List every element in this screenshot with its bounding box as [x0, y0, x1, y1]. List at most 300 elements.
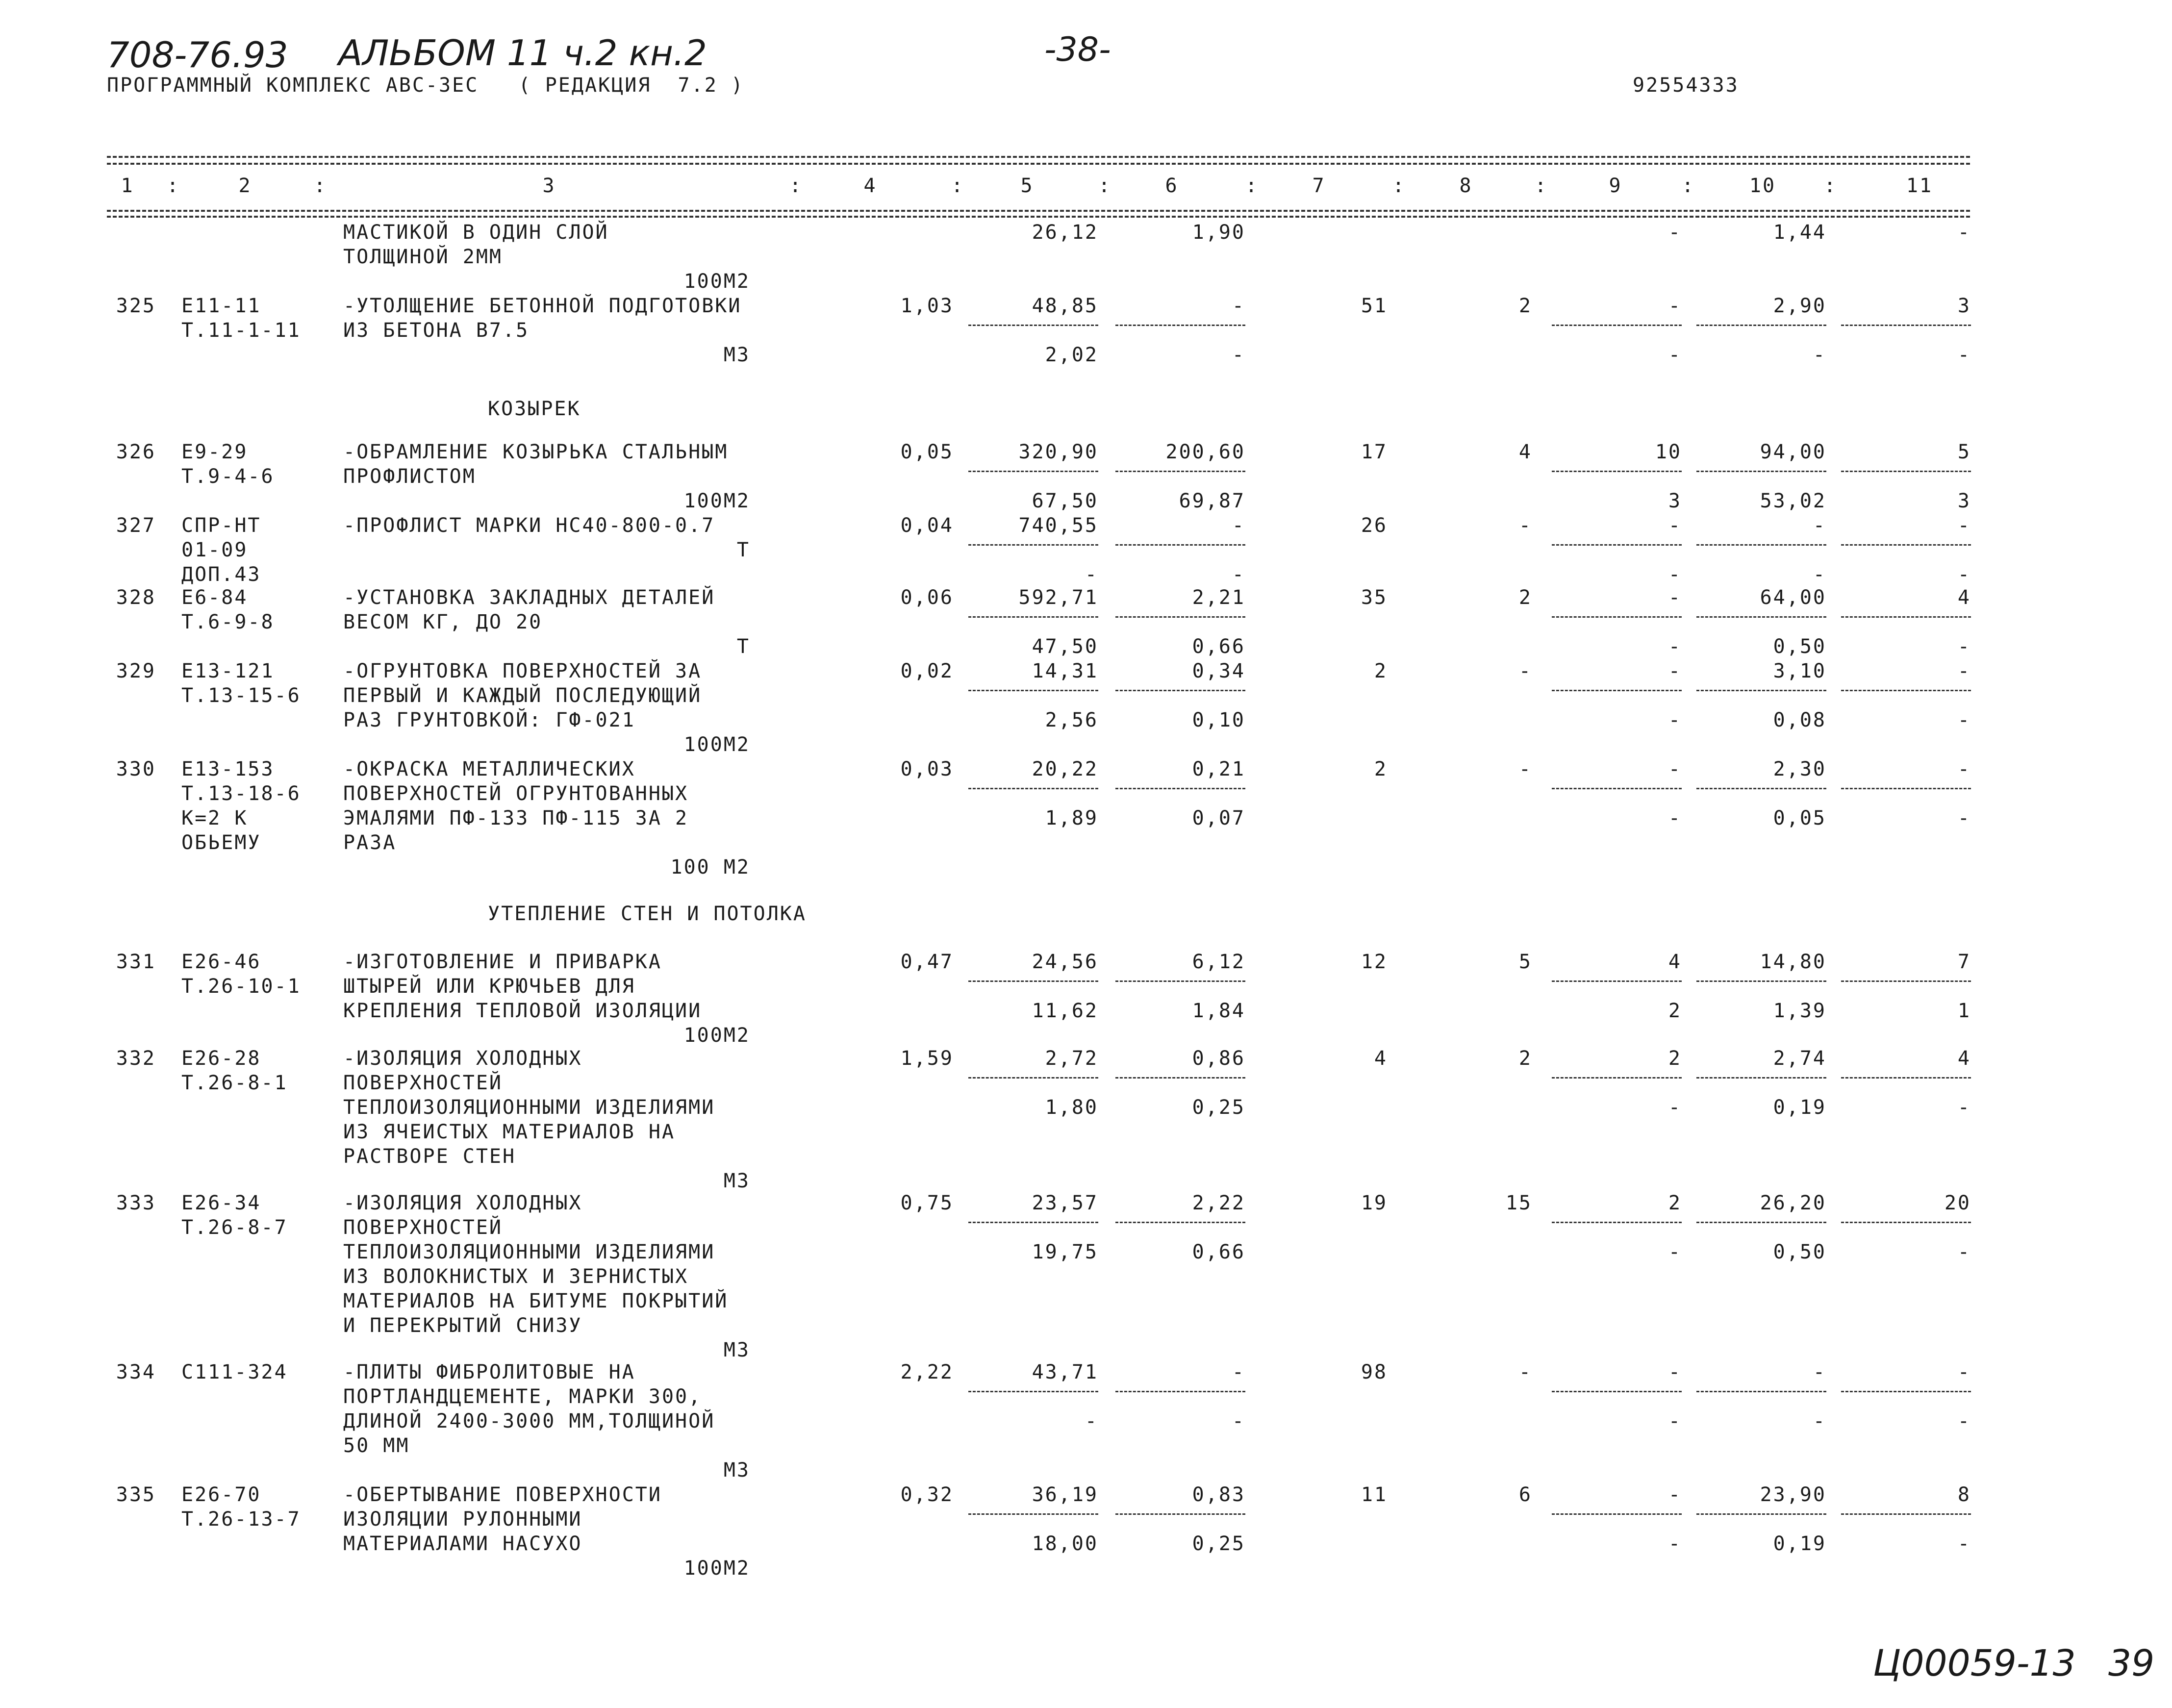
cell-c7: 51 [1361, 295, 1388, 317]
cell-b10: 0,50 [1773, 1241, 1826, 1263]
cell-c7: 19 [1361, 1192, 1388, 1214]
cell-c11: 5 [1957, 441, 1971, 463]
work-description: ПОВЕРХНОСТЕЙ [343, 1072, 503, 1094]
norm-code: Т.9-4-6 [181, 465, 275, 488]
column-separator: : [1098, 175, 1112, 197]
norm-code: Е26-70 [181, 1483, 261, 1506]
cell-b5: - [1085, 563, 1098, 586]
cell-c5: 24,56 [1032, 951, 1098, 973]
cell-b9: - [1668, 1096, 1682, 1119]
work-description: ПРОФЛИСТОМ [343, 465, 476, 488]
work-description: РАСТВОРЕ СТЕН [343, 1145, 516, 1168]
cell-c8: 6 [1518, 1483, 1532, 1506]
cell-b5: 2,56 [1045, 709, 1098, 731]
unit-of-measure: М3 [723, 1170, 750, 1192]
row-number: 330 [116, 758, 156, 780]
sub-rule [1841, 980, 1971, 982]
cell-c5: 2,72 [1045, 1047, 1098, 1070]
norm-code: Е26-34 [181, 1192, 261, 1214]
row-number: 332 [116, 1047, 156, 1070]
cell-b10: 1,39 [1773, 1000, 1826, 1022]
cell-c7: 98 [1361, 1361, 1388, 1383]
cell-c5: 14,31 [1032, 660, 1098, 682]
sub-rule [1696, 690, 1826, 691]
sub-rule [1696, 980, 1826, 982]
norm-code: 01-09 [181, 539, 248, 561]
cell-b9: - [1668, 1410, 1682, 1432]
page-number: -38- [1044, 30, 1111, 69]
work-description: ИЗ БЕТОНА В7.5 [343, 319, 530, 342]
work-description: -ИЗОЛЯЦИЯ ХОЛОДНЫХ [343, 1047, 582, 1070]
work-description: -ОКРАСКА МЕТАЛЛИЧЕСКИХ [343, 758, 635, 780]
cell-b5: 1,89 [1045, 807, 1098, 829]
row-number: 326 [116, 441, 156, 463]
column-header: 6 [1165, 175, 1179, 197]
work-description: -ПЛИТЫ ФИБРОЛИТОВЫЕ НА [343, 1361, 635, 1383]
work-description: МАТЕРИАЛОВ НА БИТУМЕ ПОКРЫТИЙ [343, 1290, 729, 1312]
cell-b5: - [1085, 1410, 1098, 1432]
sub-rule [1841, 471, 1971, 472]
cell-c8: 15 [1505, 1192, 1532, 1214]
cell-b11: 3 [1957, 490, 1971, 512]
cell-c6: - [1232, 1361, 1245, 1383]
work-description: ШТЫРЕЙ ИЛИ КРЮЧЬЕВ ДЛЯ [343, 975, 635, 998]
cell-b10: 0,50 [1773, 635, 1826, 658]
row-number: 331 [116, 951, 156, 973]
norm-code: Т.13-15-6 [181, 684, 301, 707]
cell-c8: 2 [1518, 295, 1532, 317]
column-separator: : [1392, 175, 1406, 197]
cell-c5: 43,71 [1032, 1361, 1098, 1383]
cell-c10: 2,74 [1773, 1047, 1826, 1070]
cell-b9: 3 [1668, 490, 1682, 512]
cell-c6: 2,21 [1192, 586, 1245, 609]
cell-c11: - [1957, 660, 1971, 682]
cell-c9: 2 [1668, 1192, 1682, 1214]
cell-c6: 2,22 [1192, 1192, 1245, 1214]
column-separator: : [789, 175, 803, 197]
cell-c10: 1,44 [1773, 221, 1826, 244]
column-separator: : [951, 175, 965, 197]
cell-b9: - [1668, 344, 1682, 366]
row-number: 333 [116, 1192, 156, 1214]
sub-rule [1841, 1077, 1971, 1079]
cell-c9: - [1668, 514, 1682, 537]
cell-c6: 1,90 [1192, 221, 1245, 244]
cell-b10: - [1813, 344, 1826, 366]
sub-rule [968, 1222, 1098, 1223]
work-description: -ОБЕРТЫВАНИЕ ПОВЕРХНОСТИ [343, 1483, 662, 1506]
cell-b6: - [1232, 344, 1245, 366]
cell-b11: - [1957, 1096, 1971, 1119]
cell-b9: - [1668, 1241, 1682, 1263]
cell-c7: 17 [1361, 441, 1388, 463]
sub-rule [968, 690, 1098, 691]
cell-c9: - [1668, 1483, 1682, 1506]
work-description: ТОЛЩИНОЙ 2ММ [343, 246, 503, 268]
sub-rule [1841, 788, 1971, 789]
column-separator: : [1682, 175, 1695, 197]
work-description: -ИЗОЛЯЦИЯ ХОЛОДНЫХ [343, 1192, 582, 1214]
cell-c11: - [1957, 221, 1971, 244]
unit-of-measure: 100М2 [683, 733, 750, 756]
cell-b10: - [1813, 1410, 1826, 1432]
sub-rule [1115, 325, 1245, 326]
sub-rule [1115, 544, 1245, 546]
cell-b6: 0,10 [1192, 709, 1245, 731]
sub-rule [968, 1391, 1098, 1392]
sub-rule [1696, 788, 1826, 789]
sub-rule [1696, 1391, 1826, 1392]
cell-b6: 0,07 [1192, 807, 1245, 829]
unit-of-measure: 100М2 [683, 490, 750, 512]
cell-b6: 0,25 [1192, 1532, 1245, 1555]
cell-c4: 1,59 [900, 1047, 954, 1070]
cell-b5: 11,62 [1032, 1000, 1098, 1022]
cell-c8: - [1518, 1361, 1532, 1383]
program-title: ПРОГРАММНЫЙ КОМПЛЕКС АВС-ЗЕС ( РЕДАКЦИЯ 7.2 ) [107, 74, 744, 97]
norm-code: Е26-46 [181, 951, 261, 973]
unit-of-measure: М3 [723, 1339, 750, 1361]
unit-of-measure: Т [736, 635, 750, 658]
column-header: 3 [542, 175, 556, 197]
sub-rule [1841, 1222, 1971, 1223]
sub-rule [1115, 980, 1245, 982]
cell-c9: - [1668, 295, 1682, 317]
sub-rule [1696, 471, 1826, 472]
cell-b11: - [1957, 709, 1971, 731]
cell-c10: 64,00 [1760, 586, 1826, 609]
column-header: 1 [121, 175, 134, 197]
norm-code: Е11-11 [181, 295, 261, 317]
row-number: 329 [116, 660, 156, 682]
cell-c6: 0,34 [1192, 660, 1245, 682]
norm-code: ДОП.43 [181, 563, 261, 586]
row-number: 325 [116, 295, 156, 317]
work-description: ДЛИНОЙ 2400-3000 ММ,ТОЛЩИНОЙ [343, 1410, 715, 1432]
cell-c8: - [1518, 514, 1532, 537]
cell-b5: 19,75 [1032, 1241, 1098, 1263]
sub-rule [1115, 616, 1245, 618]
sub-rule [1841, 690, 1971, 691]
cell-c6: 0,83 [1192, 1483, 1245, 1506]
cell-c7: 12 [1361, 951, 1388, 973]
cell-b11: - [1957, 563, 1971, 586]
column-separator: : [1824, 175, 1838, 197]
cell-b11: - [1957, 1241, 1971, 1263]
norm-code: К=2 К [181, 807, 248, 829]
norm-code: Е9-29 [181, 441, 248, 463]
cell-b11: - [1957, 1410, 1971, 1432]
album-label: АЛЬБОМ 11 ч.2 кн.2 [338, 32, 707, 74]
cell-c5: 592,71 [1018, 586, 1098, 609]
cell-c8: 2 [1518, 1047, 1532, 1070]
norm-code: Е13-121 [181, 660, 275, 682]
cell-b10: 0,19 [1773, 1532, 1826, 1555]
sub-rule [968, 616, 1098, 618]
cell-c9: - [1668, 758, 1682, 780]
sub-rule [968, 788, 1098, 789]
cell-c11: - [1957, 758, 1971, 780]
sub-rule [1552, 1391, 1682, 1392]
cell-b9: - [1668, 807, 1682, 829]
cell-b9: - [1668, 635, 1682, 658]
cell-c9: - [1668, 1361, 1682, 1383]
column-separator: : [167, 175, 180, 197]
norm-code: Е6-84 [181, 586, 248, 609]
sub-rule [1696, 1513, 1826, 1515]
cell-c9: 10 [1655, 441, 1682, 463]
sub-rule [1115, 1077, 1245, 1079]
sub-rule [1696, 544, 1826, 546]
archive-stamp: Ц00059-13 [1873, 1642, 2076, 1684]
cell-c10: 26,20 [1760, 1192, 1826, 1214]
cell-c10: 94,00 [1760, 441, 1826, 463]
norm-code: Т.11-1-11 [181, 319, 301, 342]
cell-c7: 26 [1361, 514, 1388, 537]
cell-c10: 14,80 [1760, 951, 1826, 973]
cell-b9: 2 [1668, 1000, 1682, 1022]
unit-of-measure: Т [736, 539, 750, 561]
unit-of-measure: 100 М2 [670, 856, 750, 879]
cell-c8: - [1518, 758, 1532, 780]
work-description: 50 ММ [343, 1434, 410, 1457]
cell-c4: 0,32 [900, 1483, 954, 1506]
column-header: 7 [1312, 175, 1326, 197]
cell-b10: - [1813, 563, 1826, 586]
sub-rule [1841, 1391, 1971, 1392]
cell-c10: 23,90 [1760, 1483, 1826, 1506]
sub-rule [1552, 325, 1682, 326]
work-description: -ПРОФЛИСТ МАРКИ НС40-800-0.7 [343, 514, 715, 537]
cell-b6: - [1232, 563, 1245, 586]
column-header: 4 [863, 175, 877, 197]
cell-b9: - [1668, 709, 1682, 731]
work-description: -ОБРАМЛЕНИЕ КОЗЫРЬКА СТАЛЬНЫМ [343, 441, 729, 463]
cell-c11: - [1957, 514, 1971, 537]
cell-c11: 8 [1957, 1483, 1971, 1506]
table-header-bottom-rule [107, 210, 1970, 212]
sub-rule [1115, 471, 1245, 472]
table-header-bottom-rule-2 [107, 216, 1970, 218]
norm-code: СПР-НТ [181, 514, 261, 537]
row-number: 327 [116, 514, 156, 537]
cell-c11: 20 [1944, 1192, 1971, 1214]
cell-c5: 20,22 [1032, 758, 1098, 780]
section-heading: КОЗЫРЕК [488, 398, 581, 420]
sub-rule [1696, 1222, 1826, 1223]
cell-b5: 47,50 [1032, 635, 1098, 658]
cell-c4: 0,03 [900, 758, 954, 780]
sub-rule [968, 980, 1098, 982]
work-description: ИЗ ВОЛОКНИСТЫХ И ЗЕРНИСТЫХ [343, 1265, 689, 1288]
work-description: ИЗОЛЯЦИИ РУЛОННЫМИ [343, 1508, 582, 1531]
cell-c9: 2 [1668, 1047, 1682, 1070]
norm-code: Т.13-18-6 [181, 782, 301, 805]
sub-rule [1115, 1391, 1245, 1392]
norm-code: Т.6-9-8 [181, 611, 275, 633]
cell-b6: 0,25 [1192, 1096, 1245, 1119]
column-separator: : [1535, 175, 1548, 197]
cell-c10: 3,10 [1773, 660, 1826, 682]
cell-c11: - [1957, 1361, 1971, 1383]
table-top-rule [107, 156, 1970, 158]
sub-rule [1552, 980, 1682, 982]
cell-b10: 53,02 [1760, 490, 1826, 512]
unit-of-measure: 100М2 [683, 1024, 750, 1047]
sub-rule [1841, 544, 1971, 546]
cell-c10: 2,30 [1773, 758, 1826, 780]
work-description: -УТОЛЩЕНИЕ БЕТОННОЙ ПОДГОТОВКИ [343, 295, 742, 317]
work-description: ТЕПЛОИЗОЛЯЦИОННЫМИ ИЗДЕЛИЯМИ [343, 1096, 715, 1119]
column-header: 2 [238, 175, 252, 197]
row-number: 335 [116, 1483, 156, 1506]
cell-c6: - [1232, 295, 1245, 317]
sub-rule [968, 325, 1098, 326]
cell-c8: 4 [1518, 441, 1532, 463]
cell-c5: 26,12 [1032, 221, 1098, 244]
cell-c11: 4 [1957, 1047, 1971, 1070]
sheet-number: 39 [2108, 1642, 2155, 1684]
cell-b6: 0,66 [1192, 1241, 1245, 1263]
column-header: 5 [1020, 175, 1034, 197]
row-number: 334 [116, 1361, 156, 1383]
cell-c7: 11 [1361, 1483, 1388, 1506]
cell-c4: 0,06 [900, 586, 954, 609]
column-separator: : [1245, 175, 1259, 197]
cell-c11: 4 [1957, 586, 1971, 609]
sub-rule [1552, 1513, 1682, 1515]
norm-code: Е26-28 [181, 1047, 261, 1070]
column-header: 11 [1906, 175, 1933, 197]
sub-rule [968, 1077, 1098, 1079]
cell-c4: 0,04 [900, 514, 954, 537]
norm-code: Т.26-10-1 [181, 975, 301, 998]
cell-b5: 2,02 [1045, 344, 1098, 366]
cell-b9: - [1668, 1532, 1682, 1555]
column-separator: : [314, 175, 328, 197]
sub-rule [1696, 616, 1826, 618]
cell-c5: 36,19 [1032, 1483, 1098, 1506]
work-description: И ПЕРЕКРЫТИЙ СНИЗУ [343, 1314, 582, 1337]
work-description: ЭМАЛЯМИ ПФ-133 ПФ-115 ЗА 2 [343, 807, 689, 829]
cell-c4: 0,05 [900, 441, 954, 463]
unit-of-measure: М3 [723, 1459, 750, 1482]
work-description: РАЗ ГРУНТОВКОЙ: ГФ-021 [343, 709, 635, 731]
cell-c6: - [1232, 514, 1245, 537]
cell-b10: 0,19 [1773, 1096, 1826, 1119]
norm-code: Е13-153 [181, 758, 275, 780]
cell-b11: - [1957, 635, 1971, 658]
sub-rule [1552, 544, 1682, 546]
norm-code: Т.26-8-1 [181, 1072, 288, 1094]
work-description: ПЕРВЫЙ И КАЖДЫЙ ПОСЛЕДУЮЩИЙ [343, 684, 702, 707]
cell-c5: 48,85 [1032, 295, 1098, 317]
norm-code: Т.26-8-7 [181, 1216, 288, 1239]
cell-c4: 0,47 [900, 951, 954, 973]
cell-c8: 2 [1518, 586, 1532, 609]
sub-rule [1841, 325, 1971, 326]
cell-c4: 1,03 [900, 295, 954, 317]
sub-rule [1841, 1513, 1971, 1515]
work-description: ПОВЕРХНОСТЕЙ ОГРУНТОВАННЫХ [343, 782, 689, 805]
work-description: ИЗ ЯЧЕИСТЫХ МАТЕРИАЛОВ НА [343, 1121, 676, 1143]
norm-code: С111-324 [181, 1361, 288, 1383]
cell-c10: - [1813, 514, 1826, 537]
cell-c10: - [1813, 1361, 1826, 1383]
cell-b11: - [1957, 1532, 1971, 1555]
cell-c5: 740,55 [1018, 514, 1098, 537]
cell-c11: 3 [1957, 295, 1971, 317]
doc-number: 708-76.93 [107, 34, 288, 75]
sub-rule [1552, 471, 1682, 472]
cell-c9: 4 [1668, 951, 1682, 973]
cell-b10: 0,08 [1773, 709, 1826, 731]
sub-rule [1552, 616, 1682, 618]
cell-b6: 69,87 [1179, 490, 1245, 512]
sub-rule [968, 1513, 1098, 1515]
cell-b6: 1,84 [1192, 1000, 1245, 1022]
cell-b5: 1,80 [1045, 1096, 1098, 1119]
cell-c6: 200,60 [1165, 441, 1245, 463]
row-number: 328 [116, 586, 156, 609]
cell-c6: 6,12 [1192, 951, 1245, 973]
work-description: МАТЕРИАЛАМИ НАСУХО [343, 1532, 582, 1555]
cell-c9: - [1668, 660, 1682, 682]
table-top-rule-2 [107, 163, 1970, 165]
norm-code: ОБЬЕМУ [181, 831, 261, 854]
sub-rule [1552, 690, 1682, 691]
sub-rule [968, 544, 1098, 546]
sub-rule [1552, 788, 1682, 789]
cell-c4: 0,02 [900, 660, 954, 682]
cell-c7: 4 [1374, 1047, 1388, 1070]
sub-rule [1552, 1222, 1682, 1223]
cell-b6: 0,66 [1192, 635, 1245, 658]
cell-b10: 0,05 [1773, 807, 1826, 829]
work-description: ТЕПЛОИЗОЛЯЦИОННЫМИ ИЗДЕЛИЯМИ [343, 1241, 715, 1263]
cell-c6: 0,86 [1192, 1047, 1245, 1070]
cell-b5: 67,50 [1032, 490, 1098, 512]
cell-b11: - [1957, 807, 1971, 829]
cell-c4: 2,22 [900, 1361, 954, 1383]
norm-code: Т.26-13-7 [181, 1508, 301, 1531]
work-description: -ИЗГОТОВЛЕНИЕ И ПРИВАРКА [343, 951, 662, 973]
cell-c5: 320,90 [1018, 441, 1098, 463]
sub-rule [1115, 1513, 1245, 1515]
cell-c7: 35 [1361, 586, 1388, 609]
cell-b11: 1 [1957, 1000, 1971, 1022]
cell-c7: 2 [1374, 660, 1388, 682]
cell-b11: - [1957, 344, 1971, 366]
cell-c10: 2,90 [1773, 295, 1826, 317]
work-description: ПОВЕРХНОСТЕЙ [343, 1216, 503, 1239]
sub-rule [1115, 788, 1245, 789]
work-description: ПОРТЛАНДЦЕМЕНТЕ, МАРКИ 300, [343, 1385, 702, 1408]
cell-c5: 23,57 [1032, 1192, 1098, 1214]
sub-rule [968, 471, 1098, 472]
cell-c7: 2 [1374, 758, 1388, 780]
sub-rule [1552, 1077, 1682, 1079]
column-header: 10 [1749, 175, 1776, 197]
work-description: ВЕСОМ КГ, ДО 20 [343, 611, 543, 633]
column-header: 9 [1609, 175, 1622, 197]
cell-b9: - [1668, 563, 1682, 586]
sub-rule [1696, 1077, 1826, 1079]
work-description: КРЕПЛЕНИЯ ТЕПЛОВОЙ ИЗОЛЯЦИИ [343, 1000, 702, 1022]
cell-c4: 0,75 [900, 1192, 954, 1214]
cell-c11: 7 [1957, 951, 1971, 973]
